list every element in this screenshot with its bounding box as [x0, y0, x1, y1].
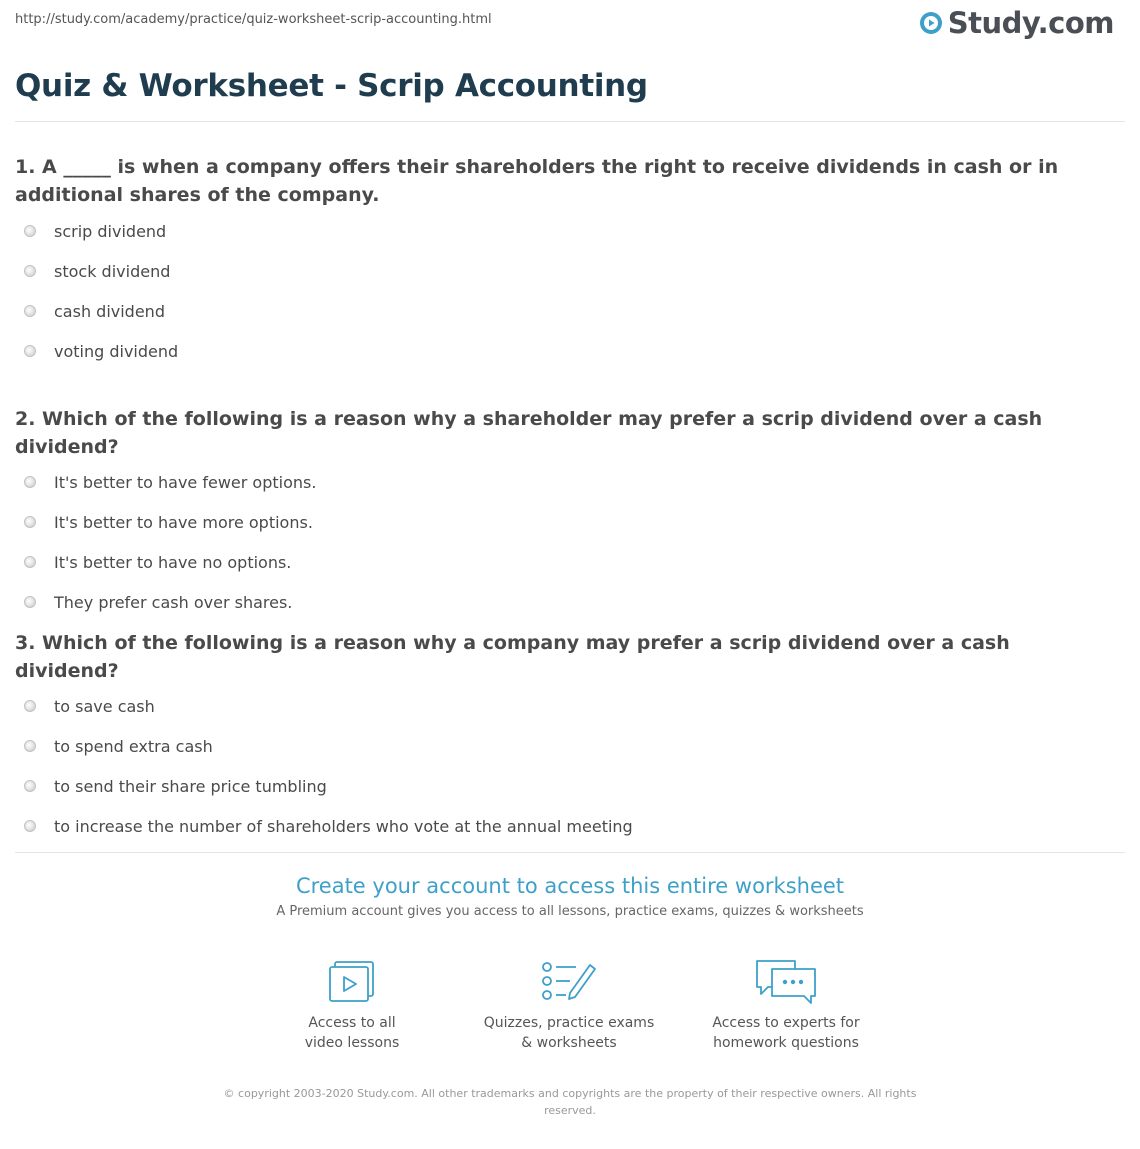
- option-label: cash dividend: [54, 301, 165, 321]
- answer-option[interactable]: [15, 542, 1110, 582]
- question-text: 1. A _____ is when a company offers their shareholders the right to receive dividends in cash or in additional shares of the company.: [15, 156, 1059, 206]
- question-1: [15, 153, 1110, 371]
- answer-option[interactable]: [15, 251, 1110, 291]
- premium-promo: [0, 874, 1140, 919]
- answer-option[interactable]: [15, 291, 1110, 331]
- radio-button[interactable]: [24, 516, 36, 528]
- radio-button[interactable]: [24, 596, 36, 608]
- promo-title-link[interactable]: Create your account to access this entire worksheet: [295, 874, 845, 898]
- radio-button[interactable]: [24, 820, 36, 832]
- answer-option[interactable]: [15, 502, 1110, 542]
- feature-label: Access to all video lessons: [304, 1015, 400, 1051]
- option-label: It's better to have no options.: [54, 552, 292, 572]
- question-text: 2. Which of the following is a reason why a shareholder may prefer a scrip dividend over a cash dividend?: [15, 408, 1043, 458]
- radio-button[interactable]: [24, 345, 36, 357]
- radio-button[interactable]: [24, 265, 36, 277]
- radio-button[interactable]: [24, 305, 36, 317]
- answer-options: [15, 211, 1110, 371]
- question-3: [15, 629, 1110, 846]
- title-divider: [15, 121, 1125, 122]
- radio-button[interactable]: [24, 476, 36, 488]
- option-label: scrip dividend: [54, 221, 167, 241]
- answer-option[interactable]: [15, 462, 1110, 502]
- answer-options: [15, 462, 1110, 622]
- option-label: to save cash: [54, 696, 155, 716]
- option-label: voting dividend: [54, 341, 179, 361]
- question-2: [15, 405, 1110, 622]
- radio-button[interactable]: [24, 780, 36, 792]
- feature-experts: [676, 957, 896, 1053]
- radio-button[interactable]: [24, 700, 36, 712]
- feature-label: Access to experts for homework questions: [712, 1015, 860, 1051]
- answer-option[interactable]: [15, 806, 1110, 846]
- page-url: http://study.com/academy/practice/quiz-worksheet-scrip-accounting.html: [15, 12, 492, 27]
- promo-subtitle: A Premium account gives you access to all lessons, practice exams, quizzes & worksheets: [276, 904, 864, 919]
- feature-label: Quizzes, practice exams & worksheets: [483, 1015, 655, 1051]
- page-title: Quiz & Worksheet - Scrip Accounting: [15, 68, 648, 104]
- question-text: 3. Which of the following is a reason why a company may prefer a scrip dividend over a cash dividend?: [15, 632, 1010, 682]
- answer-option[interactable]: [15, 582, 1110, 622]
- radio-button[interactable]: [24, 225, 36, 237]
- answer-option[interactable]: [15, 766, 1110, 806]
- option-label: They prefer cash over shares.: [54, 592, 293, 612]
- option-label: to spend extra cash: [54, 736, 213, 756]
- play-logo-icon: [919, 11, 943, 35]
- answer-option[interactable]: [15, 331, 1110, 371]
- option-label: It's better to have more options.: [54, 512, 313, 532]
- chat-bubbles-icon: [754, 958, 818, 1006]
- feature-quizzes: [459, 957, 679, 1053]
- answer-option[interactable]: [15, 211, 1110, 251]
- logo-text: Study.com: [947, 6, 1114, 40]
- answer-options: [15, 686, 1110, 846]
- radio-button[interactable]: [24, 740, 36, 752]
- copyright-text: © copyright 2003-2020 Study.com. All other trademarks and copyrights are the property of their respective owners. All rights reserved.: [223, 1087, 917, 1117]
- option-label: to send their share price tumbling: [54, 776, 327, 796]
- answer-option[interactable]: [15, 686, 1110, 726]
- quiz-checklist-icon: [540, 959, 598, 1005]
- promo-divider: [15, 852, 1125, 853]
- option-label: stock dividend: [54, 261, 171, 281]
- option-label: It's better to have fewer options.: [54, 472, 317, 492]
- radio-button[interactable]: [24, 556, 36, 568]
- option-label: to increase the number of shareholders who vote at the annual meeting: [54, 816, 633, 836]
- video-lesson-icon: [326, 959, 378, 1005]
- study-logo[interactable]: [919, 6, 1114, 40]
- answer-option[interactable]: [15, 726, 1110, 766]
- feature-video-lessons: [242, 957, 462, 1053]
